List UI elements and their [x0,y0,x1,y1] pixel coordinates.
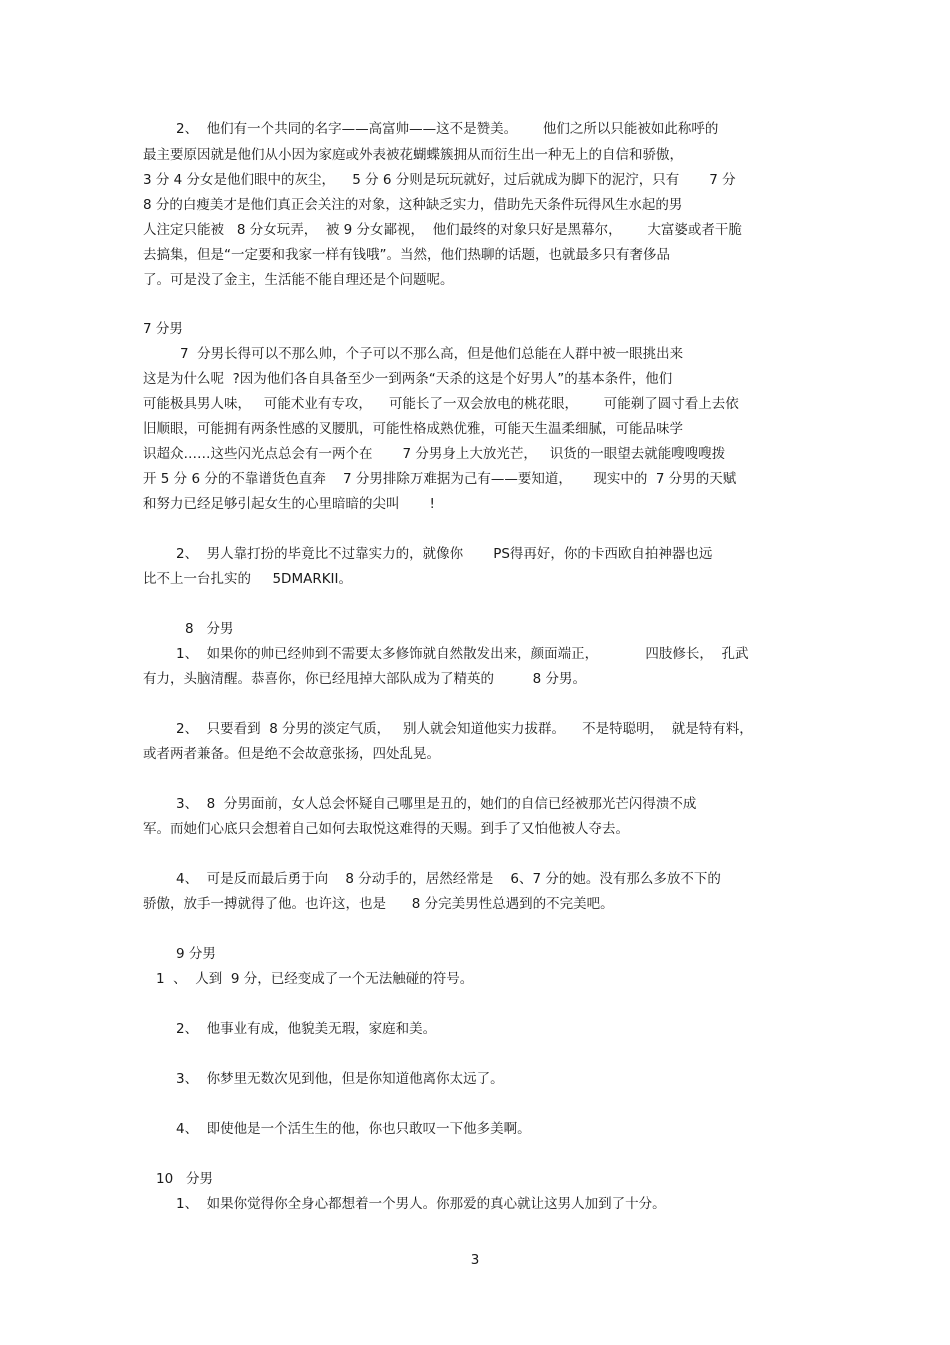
paragraph-line: 4、 即使他是一个活生生的他，你也只敢叹一下他多美啊。 [176,1121,531,1137]
paragraph-line: 4、 可是反而最后勇于向 8 分动手的，居然经常是 6、7 分的她。没有那么多放不下的 [176,871,721,887]
paragraph-line: 3 分 4 分女是他们眼中的灰尘， 5 分 6 分则是玩玩就好，过后就成为脚下的泥泞，只有 7 分 [143,172,736,188]
paragraph-line: 1、 如果你的帅已经帅到不需要太多修饰就自然散发出来，颜面端正， 四肢修长， 孔武 [176,646,749,662]
paragraph-line: 7 分男长得可以不那么帅，个子可以不那么高，但是他们总能在人群中被一眼挑出来 [180,346,684,362]
paragraph-line: 军。而她们心底只会想着自己如何去取悦这难得的天赐。到手了又怕他被人夺去。 [143,821,629,837]
paragraph-line: 2、 男人靠打扮的毕竟比不过靠实力的，就像你 PS得再好，你的卡西欧自拍神器也远 [176,546,713,562]
paragraph-line: 3、 你梦里无数次见到他，但是你知道他离你太远了。 [176,1071,504,1087]
section-heading: 7 分男 [143,321,183,337]
section-heading: 10 分男 [156,1171,214,1187]
paragraph-line: 1、 如果你觉得你全身心都想着一个男人。你那爱的真心就让这男人加到了十分。 [176,1196,666,1212]
paragraph-line: 可能极具男人味， 可能术业有专攻， 可能长了一双会放电的桃花眼， 可能剃了圆寸看上去依 [143,396,739,412]
paragraph-line: 3、 8 分男面前，女人总会怀疑自己哪里是丑的，她们的自信已经被那光芒闪得溃不成 [176,796,697,812]
paragraph-line: 1 、 人到 9 分，已经变成了一个无法触碰的符号。 [156,971,474,987]
paragraph-line: 了。可是没了金主，生活能不能自理还是个问题呢。 [143,272,454,288]
section-heading: 8 分男 [185,621,234,637]
paragraph-line: 2、 他们有一个共同的名字——高富帅——这不是赞美。 他们之所以只能被如此称呼的 [176,121,719,137]
paragraph-line: 骄傲，放手一搏就得了他。也许这，也是 8 分完美男性总遇到的不完美吧。 [143,896,614,912]
paragraph-line: 这是为什么呢 ?因为他们各自具备至少一到两条“天杀的这是个好男人”的基本条件，他们 [143,371,673,387]
paragraph-line: 去搞集，但是“一定要和我家一样有钱哦”。当然，他们热聊的话题，也就最多只有奢侈品 [143,247,670,263]
paragraph-line: 比不上一台扎实的 5DMARKII。 [143,571,353,587]
paragraph-line: 有力，头脑清醒。恭喜你，你已经甩掉大部队成为了精英的 8 分男。 [143,671,587,687]
page-number: 3 [470,1252,480,1268]
paragraph-line: 2、 他事业有成，他貌美无瑕，家庭和美。 [176,1021,437,1037]
paragraph-line: 8 分的白瘦美才是他们真正会关注的对象，这种缺乏实力，借助先天条件玩得风生水起的男 [143,197,683,213]
paragraph-line: 开 5 分 6 分的不靠谱货色直奔 7 分男排除万难据为己有——要知道， 现实中的 7 分男的天赋 [143,471,737,487]
paragraph-line: 旧顺眼，可能拥有两条性感的叉腰肌，可能性格成熟优雅，可能天生温柔细腻，可能品味学 [143,421,683,437]
paragraph-line: 人注定只能被 8 分女玩弄， 被 9 分女鄙视， 他们最终的对象只好是黑幕尔， 大富婆或者干脆 [143,222,742,238]
paragraph-line: 和努力已经足够引起女生的心里暗暗的尖叫 ! [143,496,435,512]
section-heading: 9 分男 [176,946,216,962]
paragraph-line: 识超众……这些闪光点总会有一两个在 7 分男身上大放光芒， 识货的一眼望去就能嗖嗖嗖拨 [143,446,726,462]
paragraph-line: 最主要原因就是他们从小因为家庭或外表被花蝴蝶簇拥从而衍生出一种无上的自信和骄傲， [143,147,683,163]
paragraph-line: 或者两者兼备。但是绝不会故意张扬，四处乱晃。 [143,746,440,762]
paragraph-line: 2、 只要看到 8 分男的淡定气质， 别人就会知道他实力拔群。 不是特聪明， 就是特有料， [176,721,753,737]
